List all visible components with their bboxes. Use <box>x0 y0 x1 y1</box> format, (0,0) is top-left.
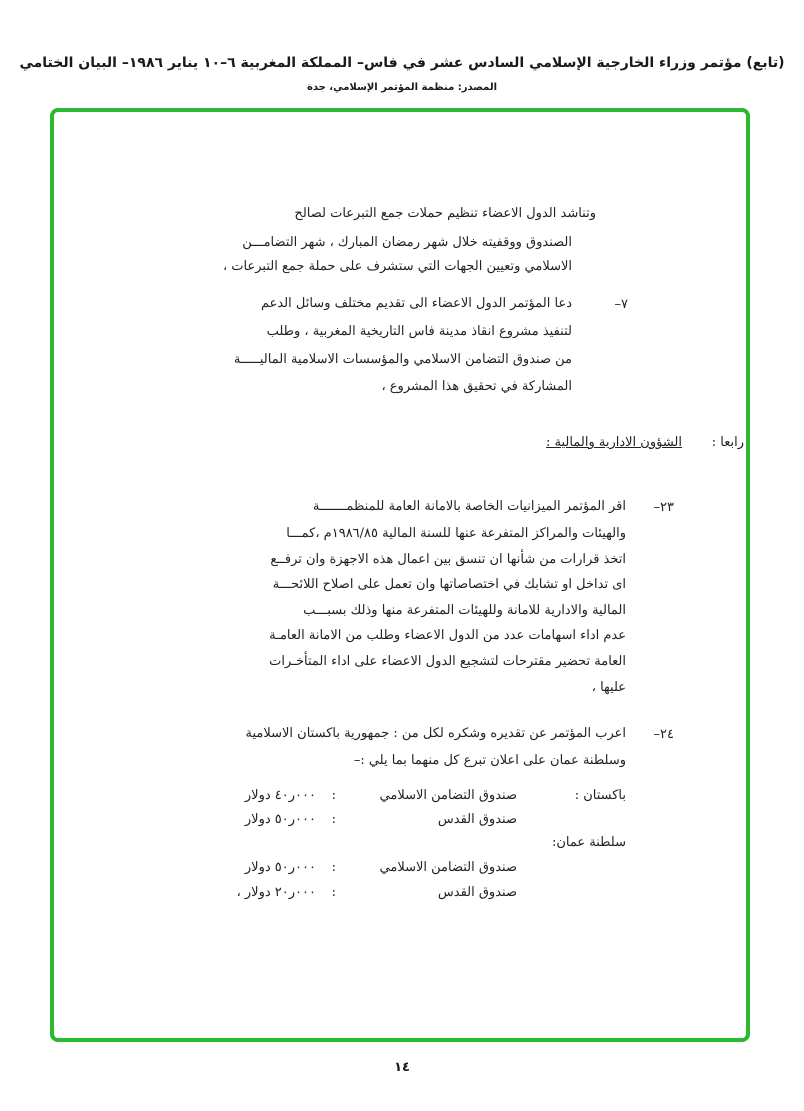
donor-label-oman: سلطنة عمان: <box>551 835 626 850</box>
document-title: (تابع) مؤتمر وزراء الخارجية الإسلامي السادس عشر في فاس– المملكة المغربية ٦–١٠ يناير ١٩٨٦– البيان الختامي <box>19 55 785 71</box>
donation-colon: : <box>331 812 336 827</box>
section-heading: الشؤون الادارية والمالية : <box>546 435 682 450</box>
para-intro-line: الاسلامي وتعيين الجهات التي ستشرف على حملة جمع التبرعات ، <box>222 259 572 274</box>
item-7-line: دعا المؤتمر الدول الاعضاء الى تقديم مختلف وسائل الدعم <box>260 296 572 311</box>
item-23-line: عليها ، <box>591 680 626 695</box>
item-23-line: والهيئات والمراكز المتفرعة عنها للسنة المالية ١٩٨٦/٨٥م ،كمـــا <box>286 526 626 541</box>
donation-amount: ٠٠٠ر٥٠ دولار <box>244 860 316 875</box>
item-23-line: اتخذ قرارات من شأنها ان تنسق بين اعمال هذه الاجهزة وان ترفــع <box>270 552 626 567</box>
page-number: ١٤ <box>394 1060 410 1075</box>
donation-fund: صندوق التضامن الاسلامي <box>379 788 517 803</box>
item-7-line: لتنفيذ مشروع انقاذ مدينة فاس التاريخية المغربية ، وطلب <box>266 324 572 339</box>
item-23-line: اى تداخل او تشابك في اختصاصاتها وان تعمل على اصلاح اللائحـــة <box>272 577 626 592</box>
donation-amount: ٠٠٠ر٤٠ دولار <box>244 788 316 803</box>
item-23-line: المالية والادارية للامانة وللهيئات المتفرعة منها وذلك بسبـــب <box>303 603 626 618</box>
item-23-number: ٢٣– <box>653 500 674 515</box>
item-24-line: وسلطنة عمان على اعلان تبرع كل منهما بما يلي :– <box>353 753 626 768</box>
item-7-line: المشاركة في تحقيق هذا المشروع ، <box>381 379 572 394</box>
donation-fund: صندوق التضامن الاسلامي <box>379 860 517 875</box>
donation-amount: ٠٠٠ر٢٠ دولار ، <box>236 885 316 900</box>
item-7-line: من صندوق التضامن الاسلامي والمؤسسات الاسلامية الماليـــــة <box>233 352 572 367</box>
donation-amount: ٠٠٠ر٥٠ دولار <box>244 812 316 827</box>
item-7-number: ٧– <box>614 297 628 312</box>
item-24-line: اعرب المؤتمر عن تقديره وشكره لكل من : جمهورية باكستان الاسلامية <box>245 726 626 741</box>
item-24-number: ٢٤– <box>653 727 674 742</box>
donation-colon: : <box>331 885 336 900</box>
para-intro-line: الصندوق ووقفيته خلال شهر رمضان المبارك ، شهر التضامـــن <box>242 235 572 250</box>
document-source: المصدر: منظمة المؤتمر الإسلامي، جدة <box>306 82 498 93</box>
item-23-line: عدم اداء اسهامات عدد من الدول الاعضاء وطلب من الامانة العامـة <box>269 628 626 643</box>
item-23-line: العامة تحضير مقترحات لتشجيع الدول الاعضاء على اداء المتأخـرات <box>269 654 626 669</box>
donation-fund: صندوق القدس <box>437 885 517 900</box>
donor-label-pakistan: باكستان : <box>574 788 626 803</box>
donation-fund: صندوق القدس <box>437 812 517 827</box>
para-intro-line: وتناشد الدول الاعضاء تنظيم حملات جمع التبرعات لصالح <box>294 206 596 221</box>
item-23-line: اقر المؤتمر الميزانيات الخاصة بالامانة العامة للمنظمـــــــة <box>312 499 626 514</box>
section-label: رابعا : <box>711 435 744 450</box>
donation-colon: : <box>331 788 336 803</box>
donation-colon: : <box>331 860 336 875</box>
